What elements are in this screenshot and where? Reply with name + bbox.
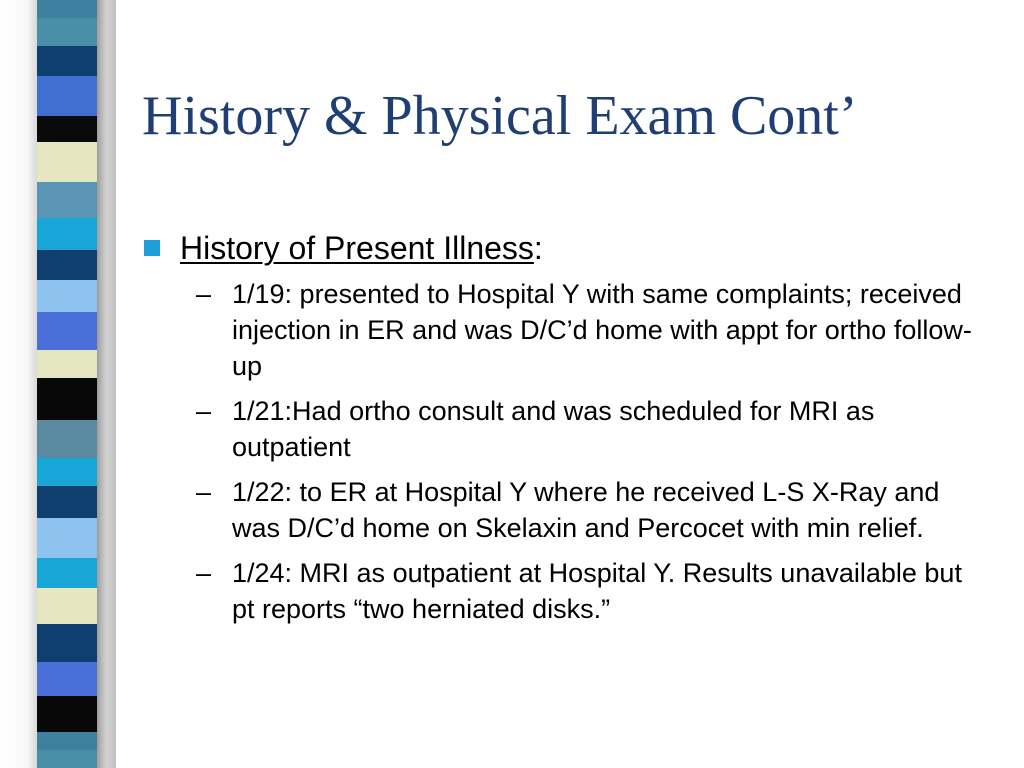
- decorative-stripe-column: [37, 0, 97, 768]
- decorative-stripe: [37, 280, 97, 312]
- decorative-stripe: [37, 696, 97, 732]
- list-item-text: 1/21:Had ortho consult and was scheduled for MRI as outpatient: [232, 396, 875, 462]
- list-item: [144, 474, 974, 546]
- list-item-text: 1/24: MRI as outpatient at Hospital Y. Results unavailable but pt reports “two herniated disks.”: [232, 558, 962, 624]
- decorative-stripe: [37, 116, 97, 142]
- decorative-stripe: [37, 18, 97, 46]
- bullet-heading-line: [180, 226, 543, 270]
- heading-colon: :: [533, 230, 543, 266]
- bullet-heading: [144, 226, 974, 270]
- square-bullet-icon: [144, 240, 160, 256]
- list-item: [144, 393, 974, 465]
- dash-bullet-icon: –: [196, 558, 212, 588]
- decorative-stripe: [37, 624, 97, 662]
- dash-bullet-icon: –: [196, 279, 212, 309]
- decorative-stripe: [37, 378, 97, 420]
- slide-title: History & Physical Exam Cont’: [142, 85, 858, 147]
- decorative-stripe: [37, 350, 97, 378]
- list-item-text: 1/19: presented to Hospital Y with same complaints; received injection in ER and was D/C’d home with appt for ortho follow-up: [232, 279, 972, 381]
- decorative-stripe: [37, 518, 97, 558]
- section-heading: History of Present Illness: [180, 230, 534, 266]
- dash-bullet-icon: –: [196, 396, 212, 426]
- decorative-stripe: [37, 142, 97, 182]
- decorative-stripe: [37, 558, 97, 588]
- decorative-stripe: [37, 182, 97, 218]
- decorative-stripe: [37, 0, 97, 18]
- decorative-stripe: [37, 312, 97, 350]
- decorative-stripe: [37, 218, 97, 250]
- decorative-stripe: [37, 458, 97, 486]
- decorative-stripe-shade: [27, 0, 37, 768]
- list-item-text: 1/22: to ER at Hospital Y where he received L-S X-Ray and was D/C’d home on Skelaxin and Percocet with min relief.: [232, 477, 940, 543]
- decorative-stripe: [37, 46, 97, 76]
- decorative-stripe: [37, 750, 97, 768]
- decorative-stripe: [37, 588, 97, 624]
- decorative-stripe: [37, 486, 97, 518]
- decorative-stripe: [37, 76, 97, 116]
- slide-content: [144, 226, 974, 636]
- decorative-stripe-shadow: [97, 0, 107, 768]
- list-item: [144, 555, 974, 627]
- dash-bullet-icon: –: [196, 477, 212, 507]
- decorative-stripe: [37, 420, 97, 458]
- decorative-stripe: [37, 732, 97, 750]
- sub-bullet-list: [144, 276, 974, 627]
- decorative-stripe: [37, 662, 97, 696]
- list-item: [144, 276, 974, 384]
- decorative-stripe: [37, 250, 97, 280]
